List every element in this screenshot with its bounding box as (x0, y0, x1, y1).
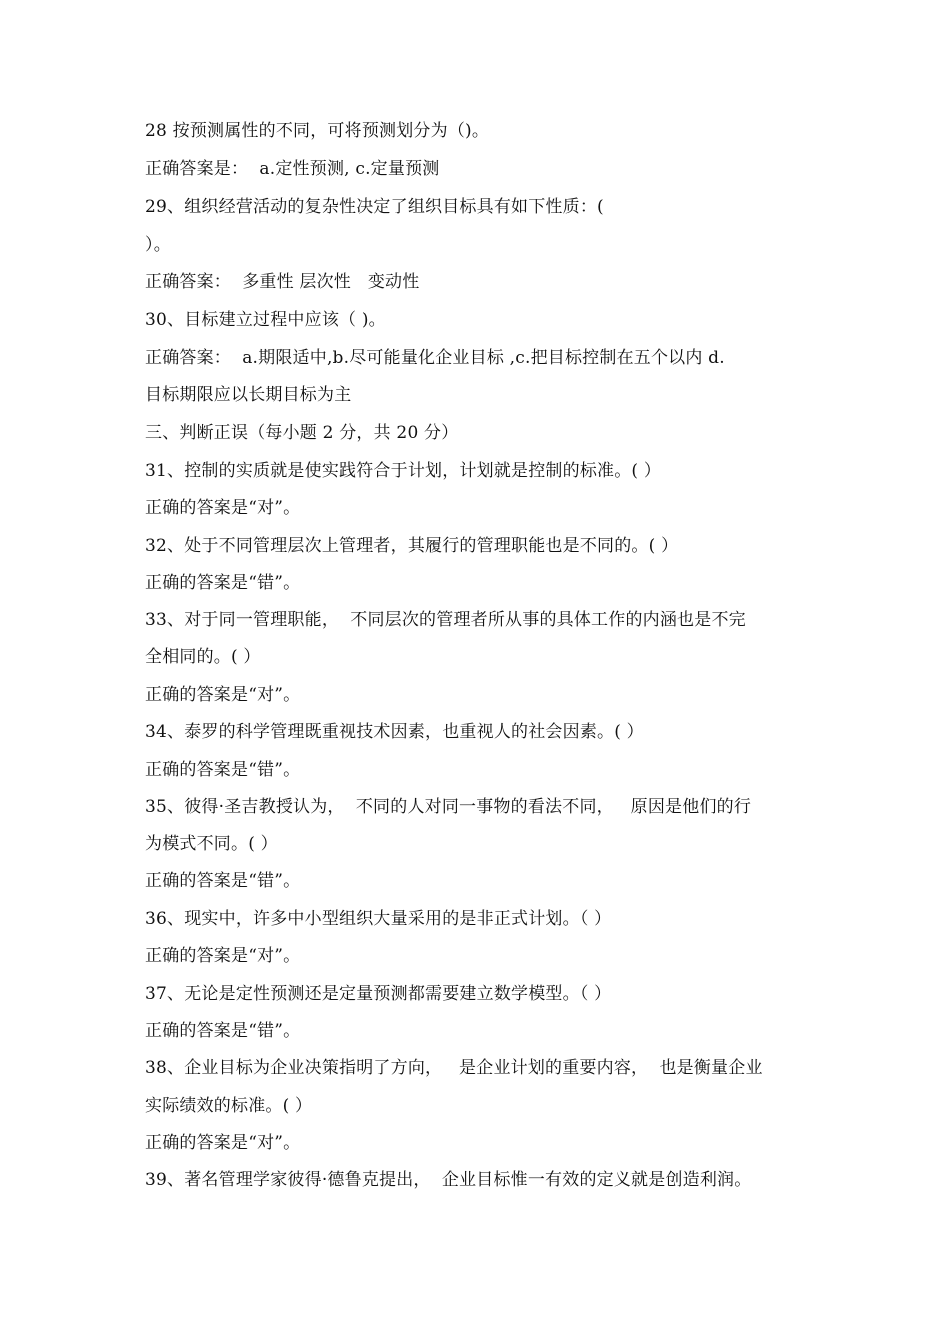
answer-32: 正确的答案是“错”。 (145, 573, 301, 593)
answer-35: 正确的答案是“错”。 (145, 871, 301, 891)
question-35: 35、彼得·圣吉教授认为， 不同的人对同一事物的看法不同， 原因是他们的行 (145, 797, 752, 817)
answer-29: 正确答案： 多重性 层次性 变动性 (145, 272, 420, 292)
question-33-continued: 全相同的。( ） (145, 647, 261, 667)
question-33: 33、对于同一管理职能， 不同层次的管理者所从事的具体工作的内涵也是不完 (145, 610, 746, 630)
question-36: 36、现实中，许多中小型组织大量采用的是非正式计划。（ ） (145, 909, 612, 929)
answer-30-continued: 目标期限应以长期目标为主 (145, 385, 352, 405)
section-heading: 三、判断正误（每小题 2 分，共 20 分） (145, 423, 459, 443)
question-29: 29、组织经营活动的复杂性决定了组织目标具有如下性质：( (145, 197, 604, 217)
question-31: 31、控制的实质就是使实践符合于计划，计划就是控制的标准。( ） (145, 461, 662, 481)
answer-31: 正确的答案是“对”。 (145, 498, 301, 518)
question-34: 34、泰罗的科学管理既重视技术因素，也重视人的社会因素。( ） (145, 722, 644, 742)
answer-38: 正确的答案是“对”。 (145, 1133, 301, 1153)
answer-34: 正确的答案是“错”。 (145, 760, 301, 780)
question-39: 39、著名管理学家彼得·德鲁克提出， 企业目标惟一有效的定义就是创造利润。 (145, 1170, 752, 1190)
question-32: 32、处于不同管理层次上管理者，其履行的管理职能也是不同的。( ） (145, 536, 679, 556)
answer-30: 正确答案： a.期限适中,b.尽可能量化企业目标 ,c.把目标控制在五个以内 d. (145, 348, 725, 368)
question-38: 38、企业目标为企业决策指明了方向， 是企业计划的重要内容， 也是衡量企业 (145, 1058, 763, 1078)
question-38-continued: 实际绩效的标准。( ） (145, 1096, 313, 1116)
answer-33: 正确的答案是“对”。 (145, 685, 301, 705)
question-35-continued: 为模式不同。( ） (145, 834, 278, 854)
question-37: 37、无论是定性预测还是定量预测都需要建立数学模型。（ ） (145, 984, 612, 1004)
question-29-continued: ）。 (145, 235, 171, 255)
question-30: 30、目标建立过程中应该（ )。 (145, 310, 386, 330)
answer-37: 正确的答案是“错”。 (145, 1021, 301, 1041)
question-28: 28 按预测属性的不同，可将预测划分为（)。 (145, 121, 490, 141)
answer-28: 正确答案是： a.定性预测, c.定量预测 (145, 159, 440, 179)
answer-36: 正确的答案是“对”。 (145, 946, 301, 966)
